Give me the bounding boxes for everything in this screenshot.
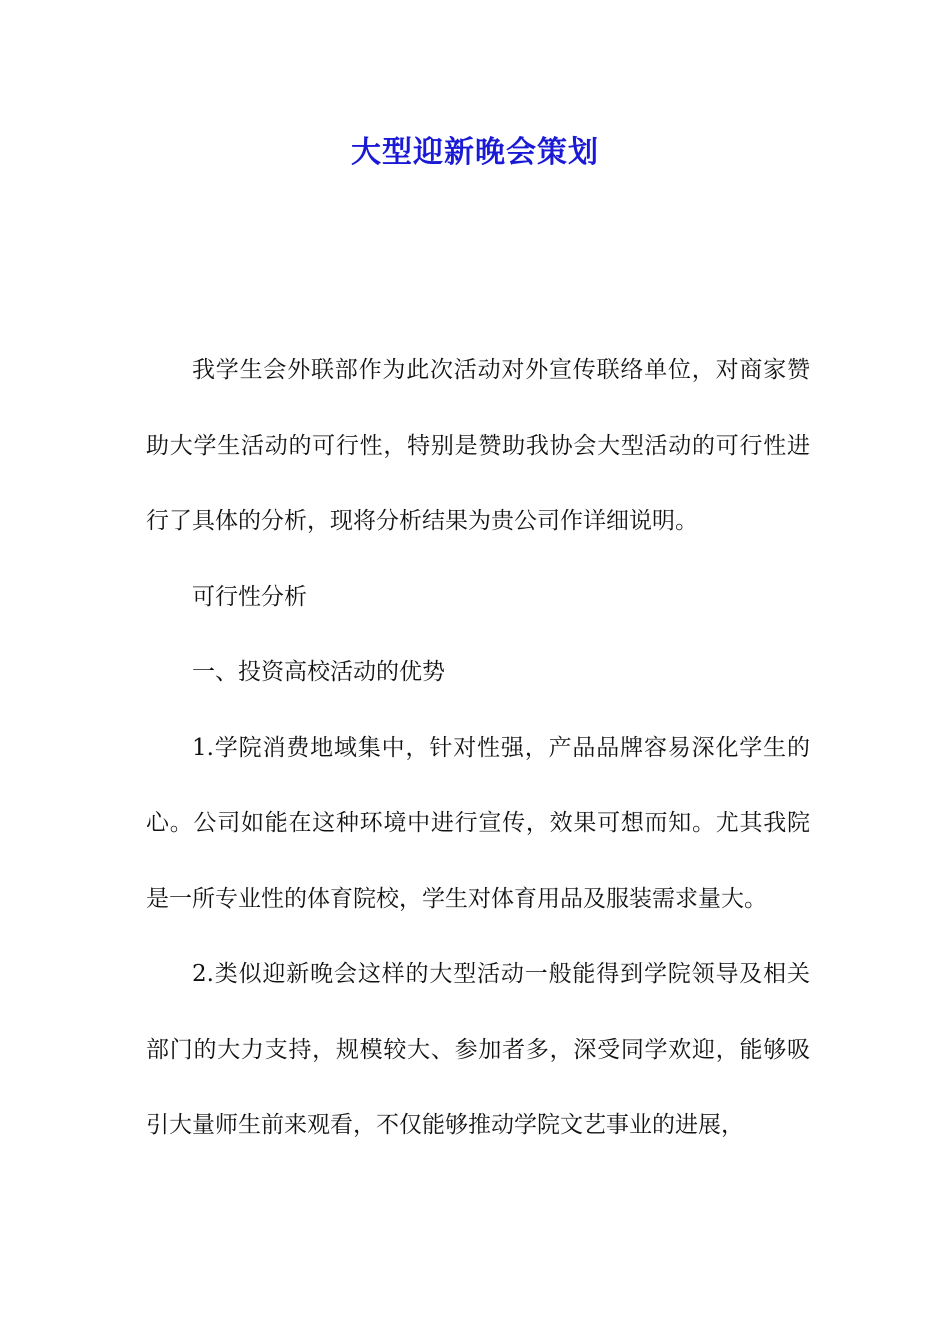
section-heading-feasibility: 可行性分析 (192, 583, 307, 610)
paragraph-point-2: 2.类似迎新晚会这样的大型活动一般能得到学院领导及相关部门的大力支持，规模较大、参加者多，深受同学欢迎，能够吸引大量师生前来观看，不仅能够推动学院文艺事业的进展， (146, 961, 810, 1138)
paragraph-intro: 我学生会外联部作为此次活动对外宣传联络单位，对商家赞助大学生活动的可行性，特别是赞助我协会大型活动的可行性进行了具体的分析，现将分析结果为贵公司作详细说明。 (146, 357, 810, 534)
document-body (146, 333, 810, 1164)
document-title: 大型迎新晚会策划 (351, 135, 599, 170)
subsection-heading-advantages: 一、投资高校活动的优势 (192, 659, 445, 685)
paragraph-point-1: 1.学院消费地域集中，针对性强，产品品牌容易深化学生的心。公司如能在这种环境中进行宣传，效果可想而知。尤其我院是一所专业性的体育院校，学生对体育用品及服装需求量大。 (146, 734, 810, 912)
